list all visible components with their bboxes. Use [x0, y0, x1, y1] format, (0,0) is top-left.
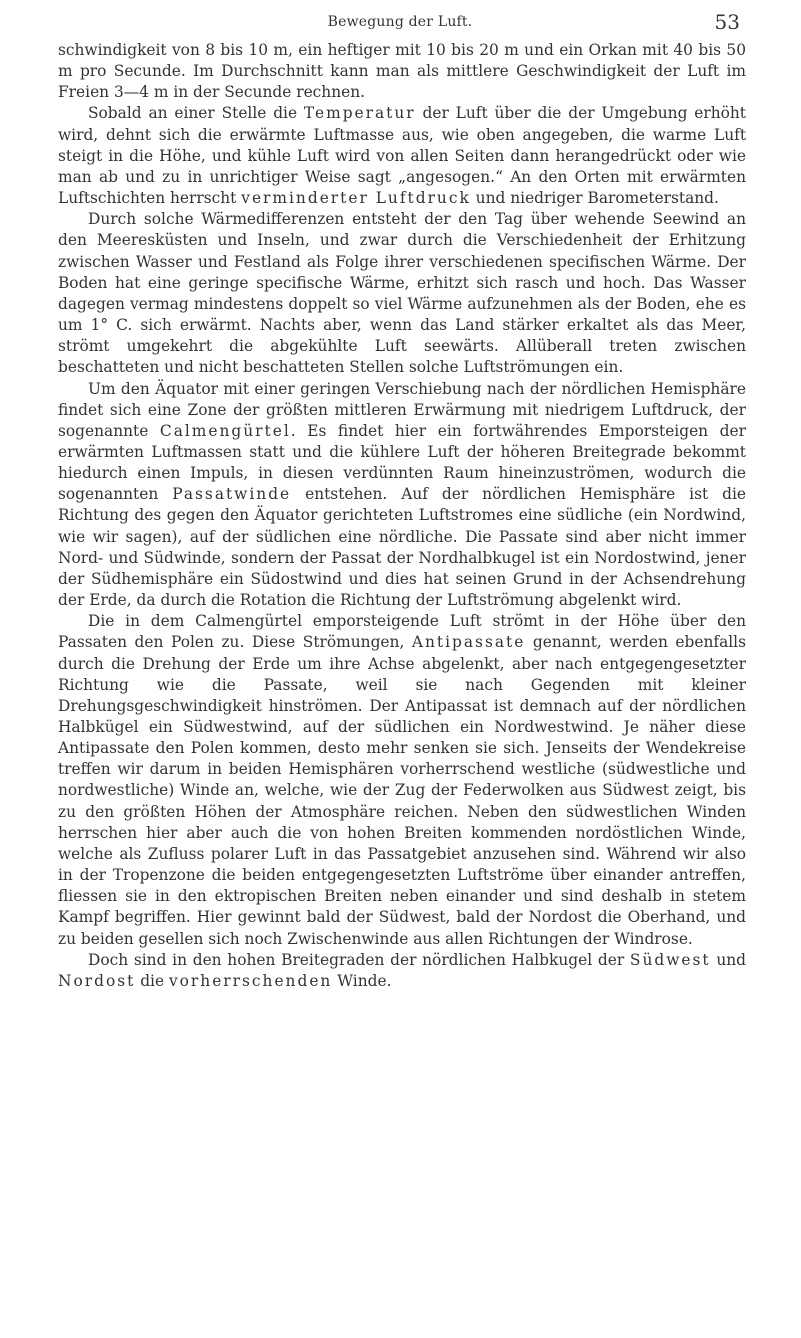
paragraph-text: Doch sind in den hohen Breitegraden der nördlichen Halbkugel der: [88, 950, 630, 969]
paragraph-text: Winde.: [332, 971, 392, 990]
paragraph-text: entstehen. Auf der nördlichen Hemisphäre ist die Richtung des gegen den Äquator gerichteten Luftstromes eine südliche (ein Nordwind, wie wir sagen), auf der südlichen eine nördliche. Die Passate sind aber nicht immer Nord- und Südwinde, sondern der Passat der Nordhalbkugel ist ein Nordostwind, jener der Südhemisphäre ein Südostwind und dies hat seinen Grund in der Achsendrehung der Erde, da durch die Rotation die Richtung der Luftströmung abgelenkt wird.: [58, 485, 747, 610]
emphasis-suedwest: Südwest: [629, 950, 711, 969]
paragraph-vorherrschende-winde: [58, 950, 746, 992]
emphasis-temperatur: Temperatur: [303, 104, 416, 123]
running-head: [60, 10, 740, 38]
paragraph-wind-speed: [58, 40, 746, 103]
paragraph-text: Sobald an einer Stelle die: [88, 104, 304, 123]
emphasis-passatwinde: Passatwinde: [172, 485, 292, 504]
paragraph-text: schwindigkeit von 8 bis 10 m, ein heftiger mit 10 bis 20 m und ein Orkan mit 40 bis 50 m pro Secunde. Im Durchschnitt kann man als mittlere Geschwindigkeit der Luft im Freien 3—4 m in der Secunde rechnen.: [58, 41, 746, 102]
paragraph-seewind: [58, 209, 746, 378]
paragraph-text: Durch solche Wärmedifferenzen entsteht der den Tag über wehende Seewind an den Meeresküsten und Inseln, und zwar durch die Verschiedenheit der Erhitzung zwischen Wasser und Festland als Folge ihrer verschiedenen specifischen Wärme. Der Boden hat eine geringe specifische Wärme, erhitzt sich rasch und hoch. Das Wasser dagegen vermag mindestens doppelt so viel Wärme aufzunehmen als der Boden, ehe es um 1° C. sich erwärmt. Nachts aber, wenn das Land stärker erkaltet als das Meer, strömt umgekehrt die abgekühlte Luft seewärts. Allüberall treten zwischen beschatteten und nicht beschatteten Stellen solche Luftströmungen ein.: [58, 210, 746, 377]
paragraph-text: und niedriger Barometerstand.: [470, 189, 719, 208]
paragraph-temperature: [58, 103, 746, 209]
paragraph-text: genannt, werden ebenfalls durch die Drehung der Erde um ihre Achse abgelenkt, aber nach entgegengesetzter Richtung wie die Passate, weil sie nach Gegenden mit kleiner Drehungsgeschwindigkeit hinströmen. Der Antipassat ist demnach auf der nördlichen Halbkügel ein Südwestwind, auf der südlichen ein Nordwestwind. Je näher diese Antipassate den Polen kommen, desto mehr senken sie sich. Jenseits der Wendekreise treffen wir darum in beiden Hemisphären vorherrschend westliche (südwestliche und nordwestliche) Winde an, welche, wie der Zug der Federwolken aus Südwest zeigt, bis zu den größten Höhen der Atmosphäre reichen. Neben den südwestlichen Winden herrschen hier aber auch die von hohen Breiten kommenden nordöstlichen Winde, welche als Zufluss polarer Luft in das Passatgebiet anzusehen sind. Während wir also in der Tropenzone die beiden entgegengesetzten Luftströme über einander antreffen, fliessen sie in den ektropischen Breiten neben einander und sind deshalb in stetem Kampf begriffen. Hier gewinnt bald der Südwest, bald der Nordost die Oberhand, und zu beiden gesellen sich noch Zwischenwinde aus allen Richtungen der Windrose.: [58, 633, 746, 948]
page-number: 53: [714, 10, 740, 34]
paragraph-text: . Es findet hier ein fortwährendes Emporsteigen der erwärmten Luftmassen statt und die kühlere Luft der höheren Breitegrade bekommt hiedurch einen Impuls, in diesen verdünnten Raum hineinzuströmen, wodurch die sogenannten: [58, 421, 746, 504]
paragraph-calmenguertel: [58, 379, 746, 612]
emphasis-antipassate: Antipassate: [411, 633, 526, 652]
paragraph-text: und: [710, 950, 746, 969]
emphasis-verminderter-luftdruck: verminderter Luftdruck: [241, 189, 471, 208]
emphasis-nordost: Nordost: [58, 971, 136, 990]
paragraph-antipassate: [58, 611, 746, 950]
paragraph-text: Die in dem Calmengürtel emporsteigende Luft strömt in der Höhe über den Passaten den Polen zu. Diese Strömungen,: [58, 612, 746, 652]
paragraph-text: der Luft über die der Umgebung erhöht wird, dehnt sich die erwärmte Luftmasse aus, wie oben angegeben, die warme Luft steigt in die Höhe, und kühle Luft wird von allen Seiten dann herangedrückt oder wie man ab und zu in unrichtiger Weise sagt „angesogen.“ An den Orten mit erwärmten Luftschichten herrscht: [58, 104, 746, 208]
emphasis-vorherrschenden: vorherrschenden: [168, 971, 333, 990]
paragraph-text: Um den Äquator mit einer geringen Verschiebung nach der nördlichen Hemisphäre findet sich eine Zone der größten mittleren Erwärmung mit niedrigem Luftdruck, der sogenannte: [58, 379, 746, 440]
running-title: Bewegung der Luft.: [327, 14, 473, 30]
emphasis-calmenguertel: Calmengürtel: [159, 421, 291, 440]
body-text: [58, 40, 746, 992]
paragraph-text: die: [135, 971, 169, 990]
